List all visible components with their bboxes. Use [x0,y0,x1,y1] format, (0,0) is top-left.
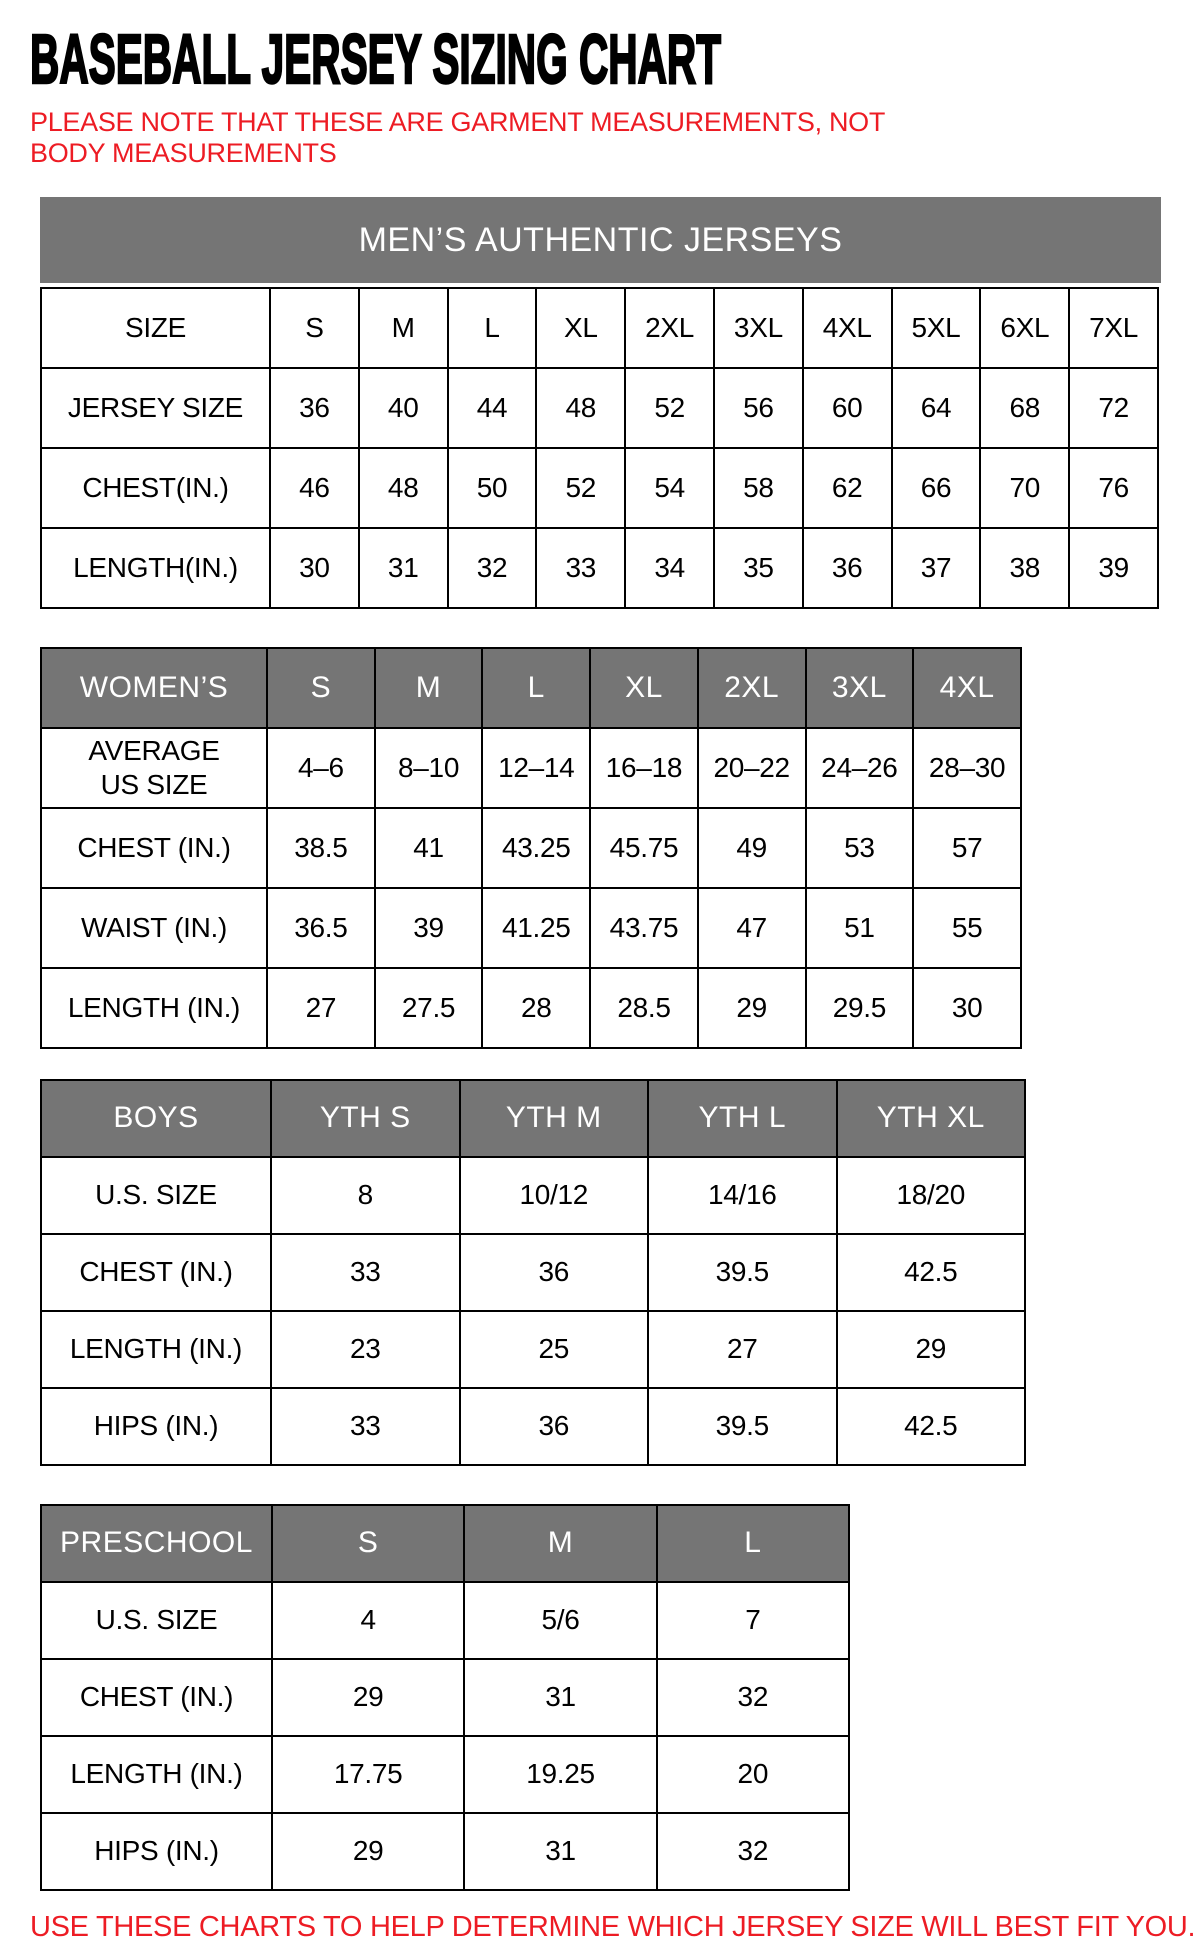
preschool-row-label-cell: HIPS (IN.) [41,1813,272,1890]
mens-value-cell: 36 [270,368,359,448]
womens-data-row [41,728,1021,808]
mens-table-banner: MEN’S AUTHENTIC JERSEYS [40,197,1161,283]
preschool-value-cell: 7 [657,1582,849,1659]
mens-value-cell: 64 [892,368,981,448]
mens-value-cell: 30 [270,528,359,608]
mens-value-cell: 48 [359,448,448,528]
mens-value-cell: 70 [980,448,1069,528]
womens-value-cell: 57 [913,808,1021,888]
boys-header-size-cell: YTH L [648,1080,837,1157]
boys-value-cell: 23 [271,1311,460,1388]
mens-value-cell: 44 [448,368,537,448]
preschool-value-cell: 29 [272,1659,464,1736]
womens-row-label-cell: WAIST (IN.) [41,888,267,968]
garment-measurement-note: PLEASE NOTE THAT THESE ARE GARMENT MEASUREMENTS, NOT BODY MEASUREMENTS [30,106,885,168]
womens-value-cell: 16–18 [590,728,698,808]
mens-value-cell: 50 [448,448,537,528]
womens-header-size-cell: XL [590,648,698,728]
boys-value-cell: 33 [271,1234,460,1311]
mens-row-label-cell: CHEST(IN.) [41,448,270,528]
mens-header-row [41,288,1158,368]
boys-value-cell: 29 [837,1311,1026,1388]
mens-value-cell: 58 [714,448,803,528]
page-title: BASEBALL JERSEY SIZING CHART [30,20,722,98]
womens-value-cell: 39 [375,888,483,968]
preschool-value-cell: 5/6 [464,1582,656,1659]
womens-header-label-cell: WOMEN’S [41,648,267,728]
womens-row-label-cell: CHEST (IN.) [41,808,267,888]
womens-data-row [41,808,1021,888]
preschool-value-cell: 17.75 [272,1736,464,1813]
mens-header-size-cell: 4XL [803,288,892,368]
preschool-sizing-table [40,1504,850,1891]
womens-value-cell: 47 [698,888,806,968]
mens-value-cell: 33 [536,528,625,608]
boys-header-label-cell: BOYS [41,1080,271,1157]
mens-value-cell: 40 [359,368,448,448]
mens-value-cell: 52 [536,448,625,528]
womens-header-size-cell: S [267,648,375,728]
mens-value-cell: 52 [625,368,714,448]
boys-value-cell: 36 [460,1234,649,1311]
womens-table-body [41,648,1021,1048]
boys-data-row [41,1311,1025,1388]
womens-value-cell: 27.5 [375,968,483,1048]
mens-data-row [41,368,1158,448]
womens-value-cell: 28.5 [590,968,698,1048]
preschool-header-row [41,1505,849,1582]
preschool-header-label-cell: PRESCHOOL [41,1505,272,1582]
preschool-value-cell: 32 [657,1659,849,1736]
boys-row-label-cell: U.S. SIZE [41,1157,271,1234]
womens-value-cell: 29 [698,968,806,1048]
boys-sizing-table [40,1079,1026,1466]
mens-header-size-cell: XL [536,288,625,368]
womens-value-cell: 4–6 [267,728,375,808]
preschool-row-label-cell: CHEST (IN.) [41,1659,272,1736]
womens-value-cell: 45.75 [590,808,698,888]
footer-note: USE THESE CHARTS TO HELP DETERMINE WHICH JERSEY SIZE WILL BEST FIT YOU. [30,1910,1196,1942]
womens-value-cell: 27 [267,968,375,1048]
mens-header-size-cell: 6XL [980,288,1069,368]
boys-header-row [41,1080,1025,1157]
preschool-data-row [41,1659,849,1736]
womens-value-cell: 28–30 [913,728,1021,808]
womens-header-size-cell: 2XL [698,648,806,728]
boys-value-cell: 39.5 [648,1388,837,1465]
mens-value-cell: 32 [448,528,537,608]
womens-value-cell: 12–14 [482,728,590,808]
boys-data-row [41,1234,1025,1311]
womens-header-size-cell: M [375,648,483,728]
womens-data-row [41,888,1021,968]
mens-data-row [41,448,1158,528]
mens-row-label-cell: JERSEY SIZE [41,368,270,448]
womens-value-cell: 29.5 [806,968,914,1048]
boys-value-cell: 27 [648,1311,837,1388]
boys-data-row [41,1157,1025,1234]
mens-value-cell: 38 [980,528,1069,608]
boys-value-cell: 25 [460,1311,649,1388]
womens-header-size-cell: 3XL [806,648,914,728]
womens-header-size-cell: 4XL [913,648,1021,728]
mens-value-cell: 31 [359,528,448,608]
mens-value-cell: 62 [803,448,892,528]
womens-sizing-table [40,647,1022,1049]
mens-value-cell: 56 [714,368,803,448]
womens-row-label-cell: AVERAGE US SIZE [41,728,267,808]
boys-value-cell: 33 [271,1388,460,1465]
preschool-value-cell: 31 [464,1659,656,1736]
womens-value-cell: 55 [913,888,1021,968]
mens-header-size-cell: 3XL [714,288,803,368]
womens-header-row [41,648,1021,728]
boys-value-cell: 8 [271,1157,460,1234]
mens-value-cell: 48 [536,368,625,448]
womens-value-cell: 8–10 [375,728,483,808]
boys-value-cell: 10/12 [460,1157,649,1234]
mens-value-cell: 60 [803,368,892,448]
mens-header-size-cell: 5XL [892,288,981,368]
preschool-table-body [41,1505,849,1890]
mens-value-cell: 35 [714,528,803,608]
boys-value-cell: 36 [460,1388,649,1465]
womens-value-cell: 38.5 [267,808,375,888]
preschool-value-cell: 20 [657,1736,849,1813]
mens-value-cell: 72 [1069,368,1158,448]
womens-value-cell: 53 [806,808,914,888]
womens-value-cell: 43.25 [482,808,590,888]
preschool-header-size-cell: M [464,1505,656,1582]
womens-value-cell: 36.5 [267,888,375,968]
womens-header-size-cell: L [482,648,590,728]
boys-table-body [41,1080,1025,1465]
preschool-header-size-cell: L [657,1505,849,1582]
preschool-row-label-cell: U.S. SIZE [41,1582,272,1659]
boys-value-cell: 42.5 [837,1388,1026,1465]
womens-value-cell: 49 [698,808,806,888]
boys-data-row [41,1388,1025,1465]
mens-header-size-cell: 2XL [625,288,714,368]
mens-header-size-cell: L [448,288,537,368]
boys-header-size-cell: YTH M [460,1080,649,1157]
womens-row-label-cell: LENGTH (IN.) [41,968,267,1048]
boys-value-cell: 39.5 [648,1234,837,1311]
preschool-value-cell: 4 [272,1582,464,1659]
preschool-data-row [41,1813,849,1890]
mens-value-cell: 34 [625,528,714,608]
womens-value-cell: 20–22 [698,728,806,808]
boys-value-cell: 18/20 [837,1157,1026,1234]
womens-value-cell: 41.25 [482,888,590,968]
mens-row-label-cell: LENGTH(IN.) [41,528,270,608]
boys-value-cell: 42.5 [837,1234,1026,1311]
mens-sizing-table [40,287,1159,609]
mens-header-size-cell: 7XL [1069,288,1158,368]
boys-row-label-cell: HIPS (IN.) [41,1388,271,1465]
womens-value-cell: 30 [913,968,1021,1048]
preschool-header-size-cell: S [272,1505,464,1582]
preschool-value-cell: 19.25 [464,1736,656,1813]
preschool-value-cell: 32 [657,1813,849,1890]
boys-header-size-cell: YTH XL [837,1080,1026,1157]
mens-value-cell: 76 [1069,448,1158,528]
womens-value-cell: 51 [806,888,914,968]
mens-table-body [41,288,1158,608]
womens-value-cell: 43.75 [590,888,698,968]
mens-header-size-cell: M [359,288,448,368]
mens-value-cell: 39 [1069,528,1158,608]
boys-header-size-cell: YTH S [271,1080,460,1157]
preschool-row-label-cell: LENGTH (IN.) [41,1736,272,1813]
preschool-value-cell: 31 [464,1813,656,1890]
mens-value-cell: 54 [625,448,714,528]
preschool-value-cell: 29 [272,1813,464,1890]
mens-header-label-cell: SIZE [41,288,270,368]
womens-value-cell: 28 [482,968,590,1048]
preschool-data-row [41,1582,849,1659]
preschool-data-row [41,1736,849,1813]
womens-value-cell: 24–26 [806,728,914,808]
mens-value-cell: 46 [270,448,359,528]
mens-header-size-cell: S [270,288,359,368]
boys-value-cell: 14/16 [648,1157,837,1234]
mens-value-cell: 68 [980,368,1069,448]
mens-value-cell: 36 [803,528,892,608]
boys-row-label-cell: LENGTH (IN.) [41,1311,271,1388]
boys-row-label-cell: CHEST (IN.) [41,1234,271,1311]
mens-value-cell: 37 [892,528,981,608]
mens-value-cell: 66 [892,448,981,528]
womens-value-cell: 41 [375,808,483,888]
mens-data-row [41,528,1158,608]
womens-data-row [41,968,1021,1048]
